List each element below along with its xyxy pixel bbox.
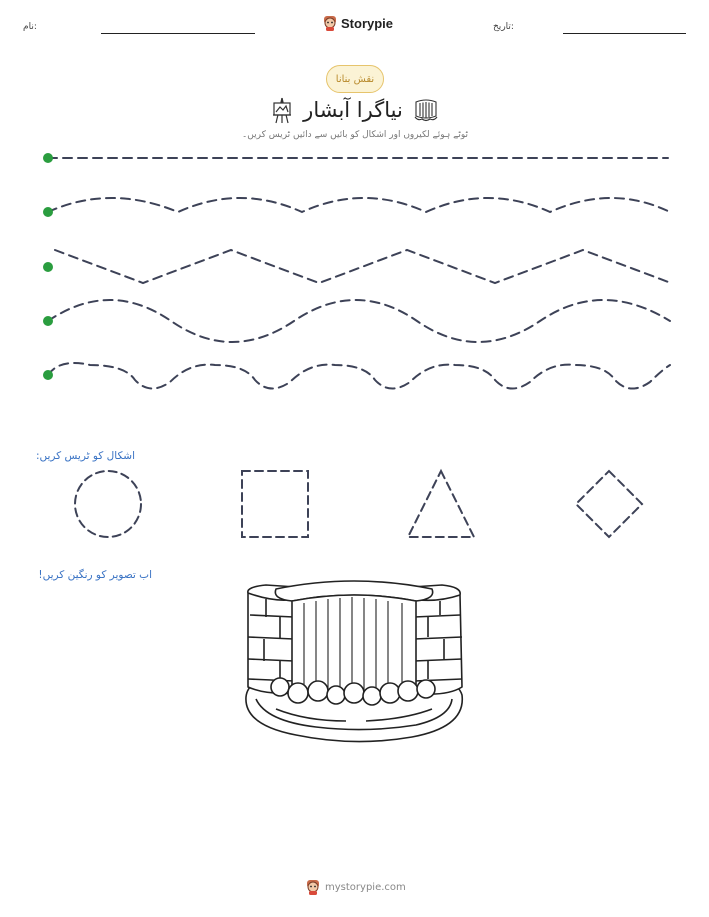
shapes-section-label: اشکال کو ٹریس کریں: [35, 450, 135, 462]
coloring-section-label: اب تصویر کو رنگین کریں! [38, 569, 152, 581]
footer-site[interactable]: mystorypie.com [325, 881, 406, 893]
start-dot [43, 370, 53, 380]
trace-line-deep-wave[interactable] [48, 363, 670, 389]
trace-line-zigzag[interactable] [55, 250, 671, 283]
waterfall-icon[interactable] [236, 575, 472, 747]
activity-badge: نقش بنانا [326, 65, 384, 93]
trace-line-gentle-wave[interactable] [48, 198, 670, 212]
storypie-mascot-icon [323, 15, 337, 31]
name-label: نام: [23, 22, 37, 32]
start-dot [43, 207, 53, 217]
footer [306, 879, 406, 895]
trace-diamond[interactable] [576, 471, 642, 537]
start-dot [43, 153, 53, 163]
trace-line-wave[interactable] [48, 300, 670, 342]
name-field[interactable] [101, 33, 255, 34]
brand-logo [323, 13, 393, 33]
easel-icon [271, 96, 293, 124]
storypie-mascot-icon [306, 879, 320, 895]
title-text: نیاگرا آبشار [303, 98, 403, 122]
trace-circle[interactable] [75, 471, 141, 537]
tracing-lines [0, 140, 709, 400]
date-label: تاریخ: [493, 22, 514, 32]
instruction-text: ٹوٹے ہوئے لکیروں اور اشکال کو بائیں سے دائیں ٹریس کریں۔ [241, 130, 469, 140]
brand-name: Storypie [341, 15, 394, 31]
page-title [260, 92, 450, 128]
start-dot [43, 262, 53, 272]
waterfall-small-icon [413, 98, 439, 122]
tracing-shapes [0, 465, 709, 545]
date-field[interactable] [563, 33, 686, 34]
trace-square[interactable] [242, 471, 308, 537]
trace-triangle[interactable] [408, 471, 474, 537]
start-dot [43, 316, 53, 326]
